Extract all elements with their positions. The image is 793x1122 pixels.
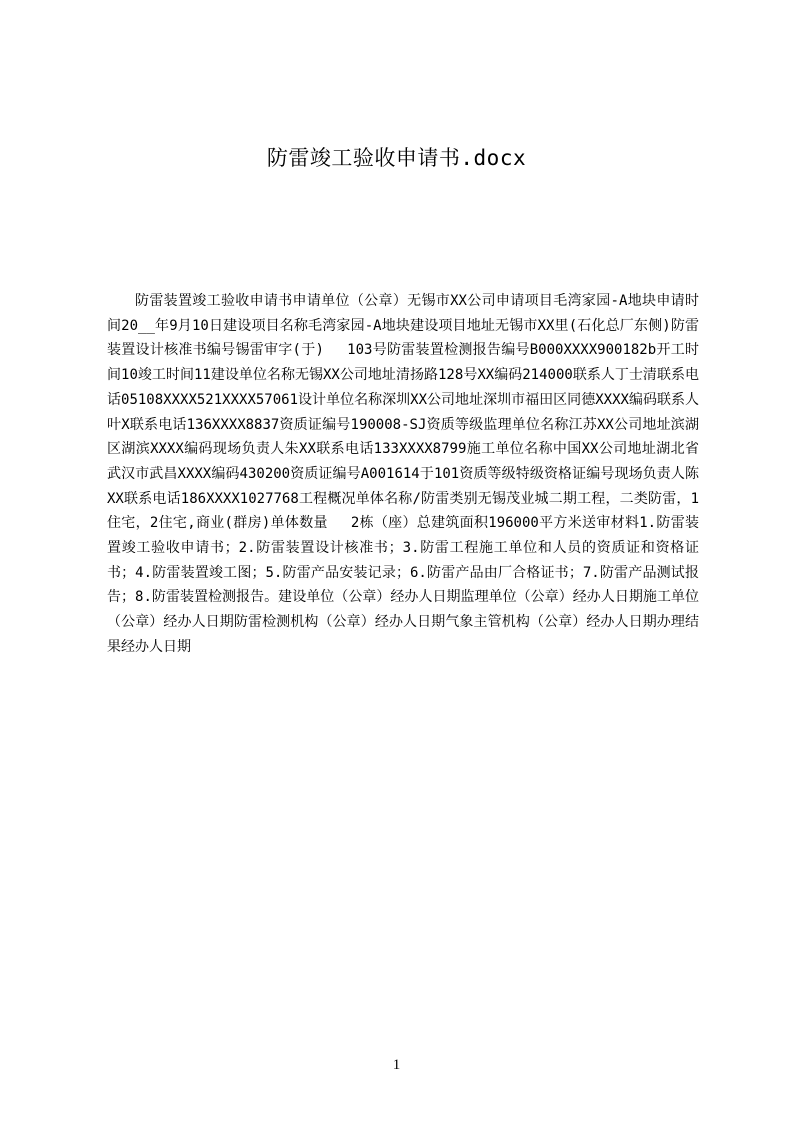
document-title: 防雷竣工验收申请书.docx xyxy=(266,146,527,170)
page-number: 1 xyxy=(392,1057,401,1073)
document-body-paragraph: 防雷装置竣工验收申请书申请单位（公章）无锡市XX公司申请项目毛湾家园-A地块申请时间20__年9月10日建设项目名称毛湾家园-A地块建设项目地址无锡市XX里(石化总厂东侧)防雷装置设计核准书编号锡雷审字(于) 103号防雷装置检测报告编号B000XXXX900182b开工时间10竣工时间11建设单位名称无锡XX公司地址清扬路128号XX编码214000联系人丁士清联系电话05108XXXX521XXXX57061设计单位名称深圳XX公司地址深圳市福田区同德XXXX编码联系人叶X联系电话136XXXX8837资质证编号190008-SJ资质等级监理单位名称江苏XX公司地址滨湖区湖滨XXXX编码现场负责人朱XX联系电话133XXXX8799施工单位名称中国XX公司地址湖北省武汉市武昌XXXX编码430200资质证编号A001614于101资质等级特级资格证编号现场负责人陈XX联系电话186XXXX1027768工程概况单体名称/防雷类别无锡茂业城二期工程，二类防雷，1住宅，2住宅,商业(群房)单体数量 2栋（座）总建筑面积196000平方米送审材料1.防雷装置竣工验收申请书；2.防雷装置设计核准书；3.防雷工程施工单位和人员的资质证和资格证书；4.防雷装置竣工图；5.防雷产品安装记录；6.防雷产品由厂合格证书；7.防雷产品测试报告；8.防雷装置检测报告。建设单位（公章）经办人日期监理单位（公章）经办人日期施工单位（公章）经办人日期防雷检测机构（公章）经办人日期气象主管机构（公章）经办人日期办理结果经办人日期 xyxy=(107,293,699,655)
